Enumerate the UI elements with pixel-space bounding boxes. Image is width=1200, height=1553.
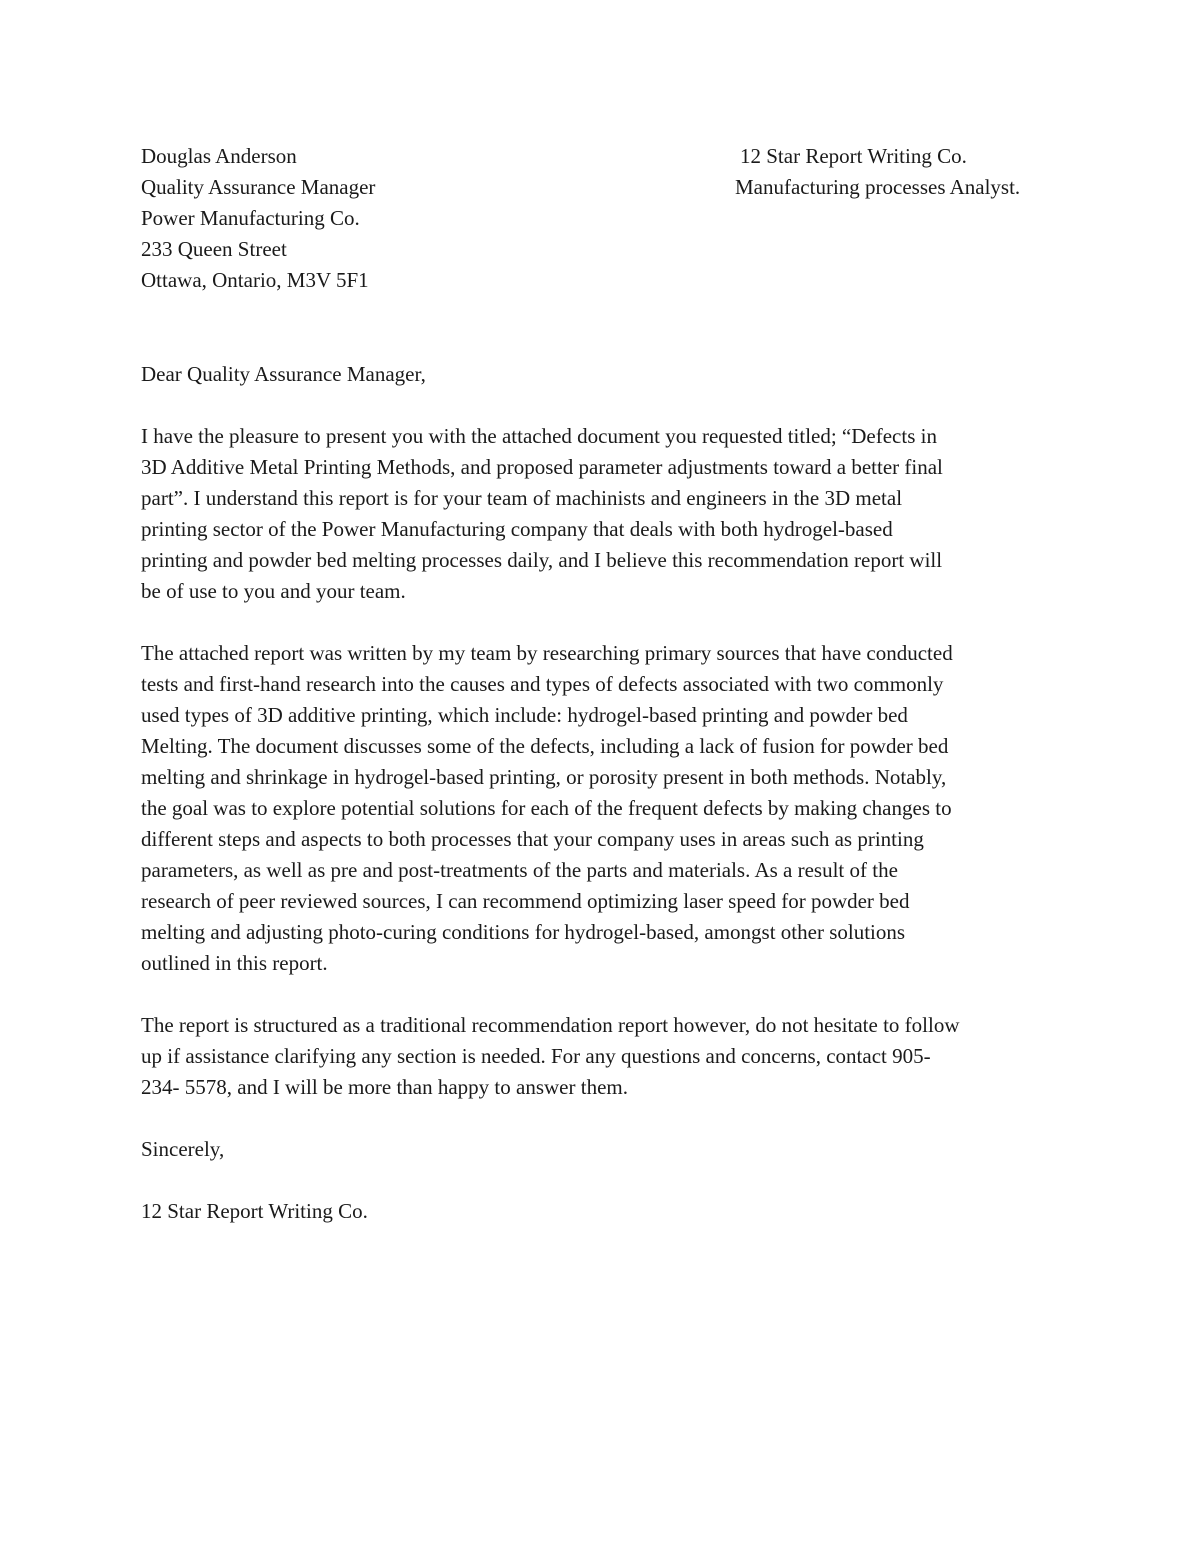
paragraph-line: 3D Additive Metal Printing Methods, and proposed parameter adjustments toward a better final	[141, 455, 943, 479]
paragraph-line: tests and first-hand research into the causes and types of defects associated with two commonly	[141, 672, 944, 696]
sender-role: Manufacturing processes Analyst.	[735, 175, 1021, 199]
sender-company: 12 Star Report Writing Co.	[740, 144, 967, 168]
recipient-city: Ottawa, Ontario, M3V 5F1	[141, 268, 369, 292]
salutation: Dear Quality Assurance Manager,	[141, 362, 426, 386]
paragraph-line: Melting. The document discusses some of the defects, including a lack of fusion for powder bed	[141, 734, 949, 758]
paragraph-1	[141, 421, 1066, 607]
paragraph-3	[141, 1010, 1066, 1103]
paragraph-line: The attached report was written by my team by researching primary sources that have conducted	[141, 641, 953, 665]
paragraph-line: printing sector of the Power Manufacturing company that deals with both hydrogel-based	[141, 517, 893, 541]
recipient-street: 233 Queen Street	[141, 237, 287, 261]
recipient-title: Quality Assurance Manager	[141, 175, 376, 199]
paragraph-line: be of use to you and your team.	[141, 579, 406, 603]
paragraph-line: different steps and aspects to both processes that your company uses in areas such as printing	[141, 827, 924, 851]
paragraph-line: research of peer reviewed sources, I can recommend optimizing laser speed for powder bed	[141, 889, 910, 913]
paragraph-line: up if assistance clarifying any section is needed. For any questions and concerns, contact 905-	[141, 1044, 931, 1068]
paragraph-line: The report is structured as a traditional recommendation report however, do not hesitate to follow	[141, 1013, 960, 1037]
sender-address	[735, 141, 1020, 203]
paragraph-line: outlined in this report.	[141, 951, 328, 975]
paragraph-line: the goal was to explore potential solutions for each of the frequent defects by making changes to	[141, 796, 952, 820]
recipient-address	[141, 141, 375, 296]
paragraph-line: melting and adjusting photo-curing conditions for hydrogel-based, amongst other solutions	[141, 920, 906, 944]
closing: Sincerely,	[141, 1137, 225, 1161]
paragraph-line: 234- 5578, and I will be more than happy to answer them.	[141, 1075, 628, 1099]
recipient-name: Douglas Anderson	[141, 144, 297, 168]
paragraph-line: I have the pleasure to present you with the attached document you requested titled; “Defects in	[141, 424, 937, 448]
paragraph-line: used types of 3D additive printing, which include: hydrogel-based printing and powder bed	[141, 703, 908, 727]
recipient-company: Power Manufacturing Co.	[141, 206, 360, 230]
paragraph-line: printing and powder bed melting processes daily, and I believe this recommendation report will	[141, 548, 943, 572]
paragraph-line: part”. I understand this report is for your team of machinists and engineers in the 3D metal	[141, 486, 903, 510]
paragraph-line: melting and shrinkage in hydrogel-based printing, or porosity present in both methods. Notably,	[141, 765, 947, 789]
signature: 12 Star Report Writing Co.	[141, 1199, 368, 1223]
paragraph-2	[141, 638, 1066, 979]
paragraph-line: parameters, as well as pre and post-treatments of the parts and materials. As a result of the	[141, 858, 898, 882]
letter-body	[141, 359, 1066, 1227]
